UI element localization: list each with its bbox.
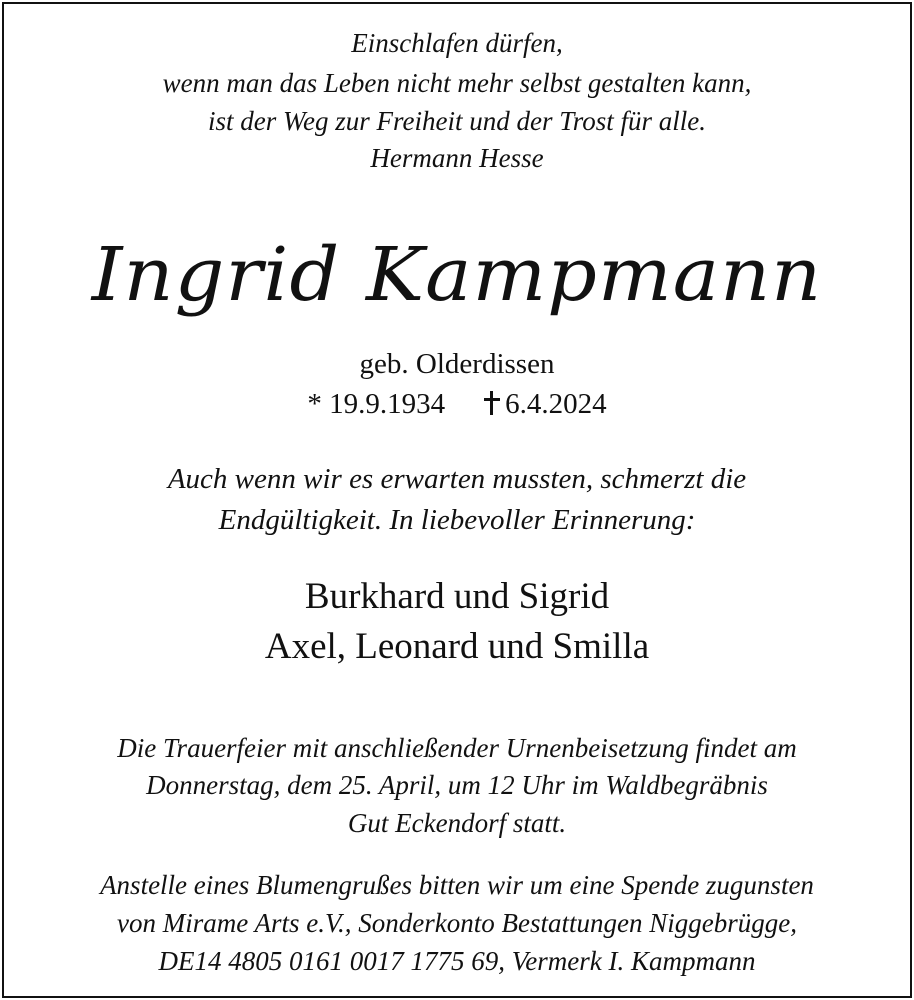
mourners-line-2: Axel, Leonard und Smilla [264,626,650,667]
life-dates [0,390,914,419]
maiden-name: geb. Olderdissen [359,348,555,380]
funeral-line-1: Die Trauerfeier mit anschließender Urnenbeisetzung findet am [117,733,797,763]
donation-line-2: von Mirame Arts e.V., Sonderkonto Bestattungen Niggebrügge, [117,908,797,938]
funeral-line-2: Donnerstag, dem 25. April, um 12 Uhr im Waldbegräbnis [146,770,768,800]
message-line-1: Auch wenn wir es erwarten mussten, schmerzt die [167,463,747,495]
donation-line-3: DE14 4805 0161 0017 1775 69, Vermerk I. Kampmann [158,946,756,976]
mourners-line-1: Burkhard und Sigrid [304,576,610,617]
deceased-name-signature: Ingrid Kampmann [91,232,823,318]
funeral-line-3: Gut Eckendorf statt. [347,808,567,838]
donation-line-1: Anstelle eines Blumengrußes bitten wir um eine Spende zugunsten [100,870,814,900]
quote-line-3: ist der Weg zur Freiheit und der Trost für alle. [207,106,706,136]
cross-icon [483,391,501,415]
quote-author: Hermann Hesse [370,143,544,173]
message-line-2: Endgültigkeit. In liebevoller Erinnerung: [218,504,696,536]
quote-line-1: Einschlafen dürfen, [351,28,563,58]
birth-date: * 19.9.1934 [307,388,446,420]
death-date: 6.4.2024 [505,388,607,420]
quote-line-2: wenn man das Leben nicht mehr selbst gestalten kann, [162,68,752,98]
